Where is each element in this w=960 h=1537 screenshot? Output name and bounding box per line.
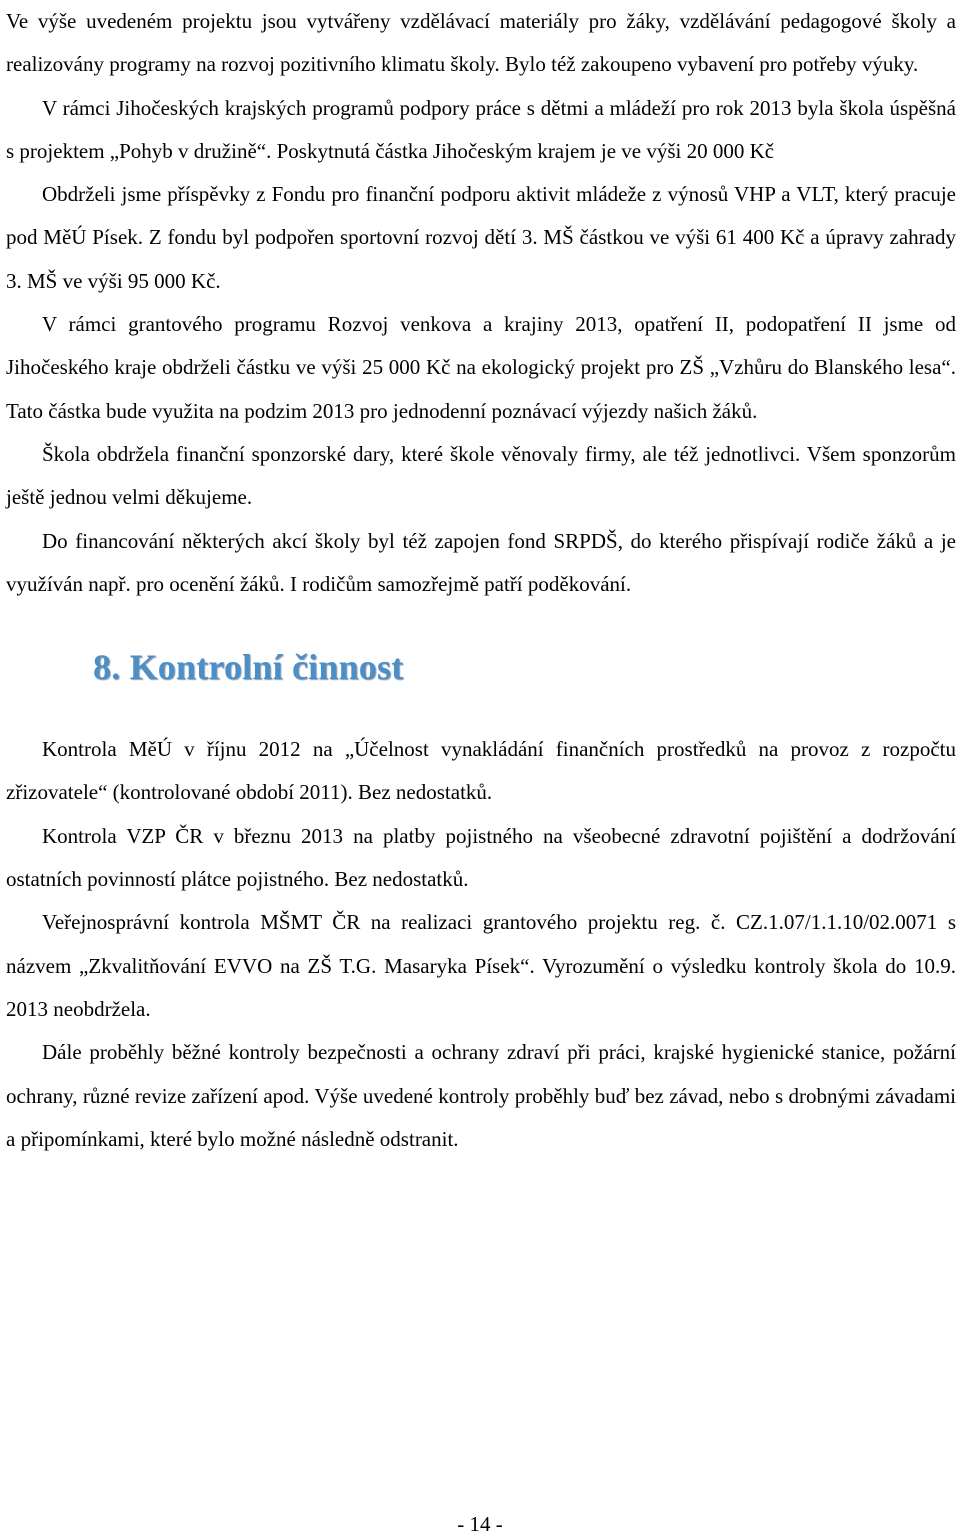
paragraph-other-inspections: Dále proběhly běžné kontroly bezpečnosti a ochrany zdraví při práci, krajské hygienické stanice, požární ochrany, různé revize zařízení apod. Výše uvedené kontroly proběhly buď bez závad, nebo s drobnými závadami a připomínkami, které bylo možné následně odstranit. <box>6 1040 956 1151</box>
paragraph-vzp-inspection: Kontrola VZP ČR v březnu 2013 na platby pojistného na všeobecné zdravotní pojištění a dodržování ostatních povinností plátce pojistného. Bez nedostatků. <box>6 823 956 892</box>
paragraph-sponsors: Škola obdržela finanční sponzorské dary, které škole věnovaly firmy, ale též jednotlivci. Všem sponzorům ještě jednou velmi děkujeme. <box>6 441 956 510</box>
paragraph-meu-inspection: Kontrola MěÚ v říjnu 2012 na „Účelnost vynakládání finančních prostředků na provoz z rozpočtu zřizovatele“ (kontrolované období 2011). Bez nedostatků. <box>6 737 956 805</box>
paragraph-project-materials: Ve výše uvedeném projektu jsou vytvářeny vzdělávací materiály pro žáky, vzdělávání pedagogové školy a realizovány programy na rozvoj pozitivního klimatu školy. Bylo též zakoupeno vybavení pro potřeby výuky. <box>6 9 956 77</box>
section-heading: 8. Kontrolní činnost <box>93 647 404 688</box>
page-number: - 14 - <box>457 1512 503 1536</box>
paragraph-msmt-inspection: Veřejnosprávní kontrola MŠMT ČR na realizaci grantového projektu reg. č. CZ.1.07/1.1.10/02.0071 s názvem „Zkvalitňování EVVO na ZŠ T.G. Masaryka Písek“. Vyrozumění o výsledku kontroly škola do 10.9. 2013 neobdržela. <box>6 910 956 1021</box>
paragraph-regional-program: V rámci Jihočeských krajských programů podpory práce s dětmi a mládeží pro rok 2013 byla škola úspěšná s projektem „Pohyb v družině“. Poskytnutá částka Jihočeským krajem je ve výši 20 000 Kč <box>6 95 956 163</box>
paragraph-srpds-fund: Do financování některých akcí školy byl též zapojen fond SRPDŠ, do kterého přispívají rodiče žáků a je využíván např. pro ocenění žáků. I rodičům samozřejmě patří poděkování. <box>6 528 956 596</box>
paragraph-grant-program: V rámci grantového programu Rozvoj venkova a krajiny 2013, opatření II, podopatření II jsme od Jihočeského kraje obdrželi částku ve výši 25 000 Kč na ekologický projekt pro ZŠ „Vzhůru do Blanského lesa“. Tato částka bude využita na podzim 2013 pro jednodenní poznávací výjezdy našich žáků. <box>6 312 956 423</box>
page-content <box>6 0 956 1161</box>
paragraph-youth-fund: Obdrželi jsme příspěvky z Fondu pro finanční podporu aktivit mládeže z výnosů VHP a VLT, který pracuje pod MěÚ Písek. Z fondu byl podpořen sportovní rozvoj dětí 3. MŠ částkou ve výši 61 400 Kč a úpravy zahrady 3. MŠ ve výši 95 000 Kč. <box>6 182 956 293</box>
